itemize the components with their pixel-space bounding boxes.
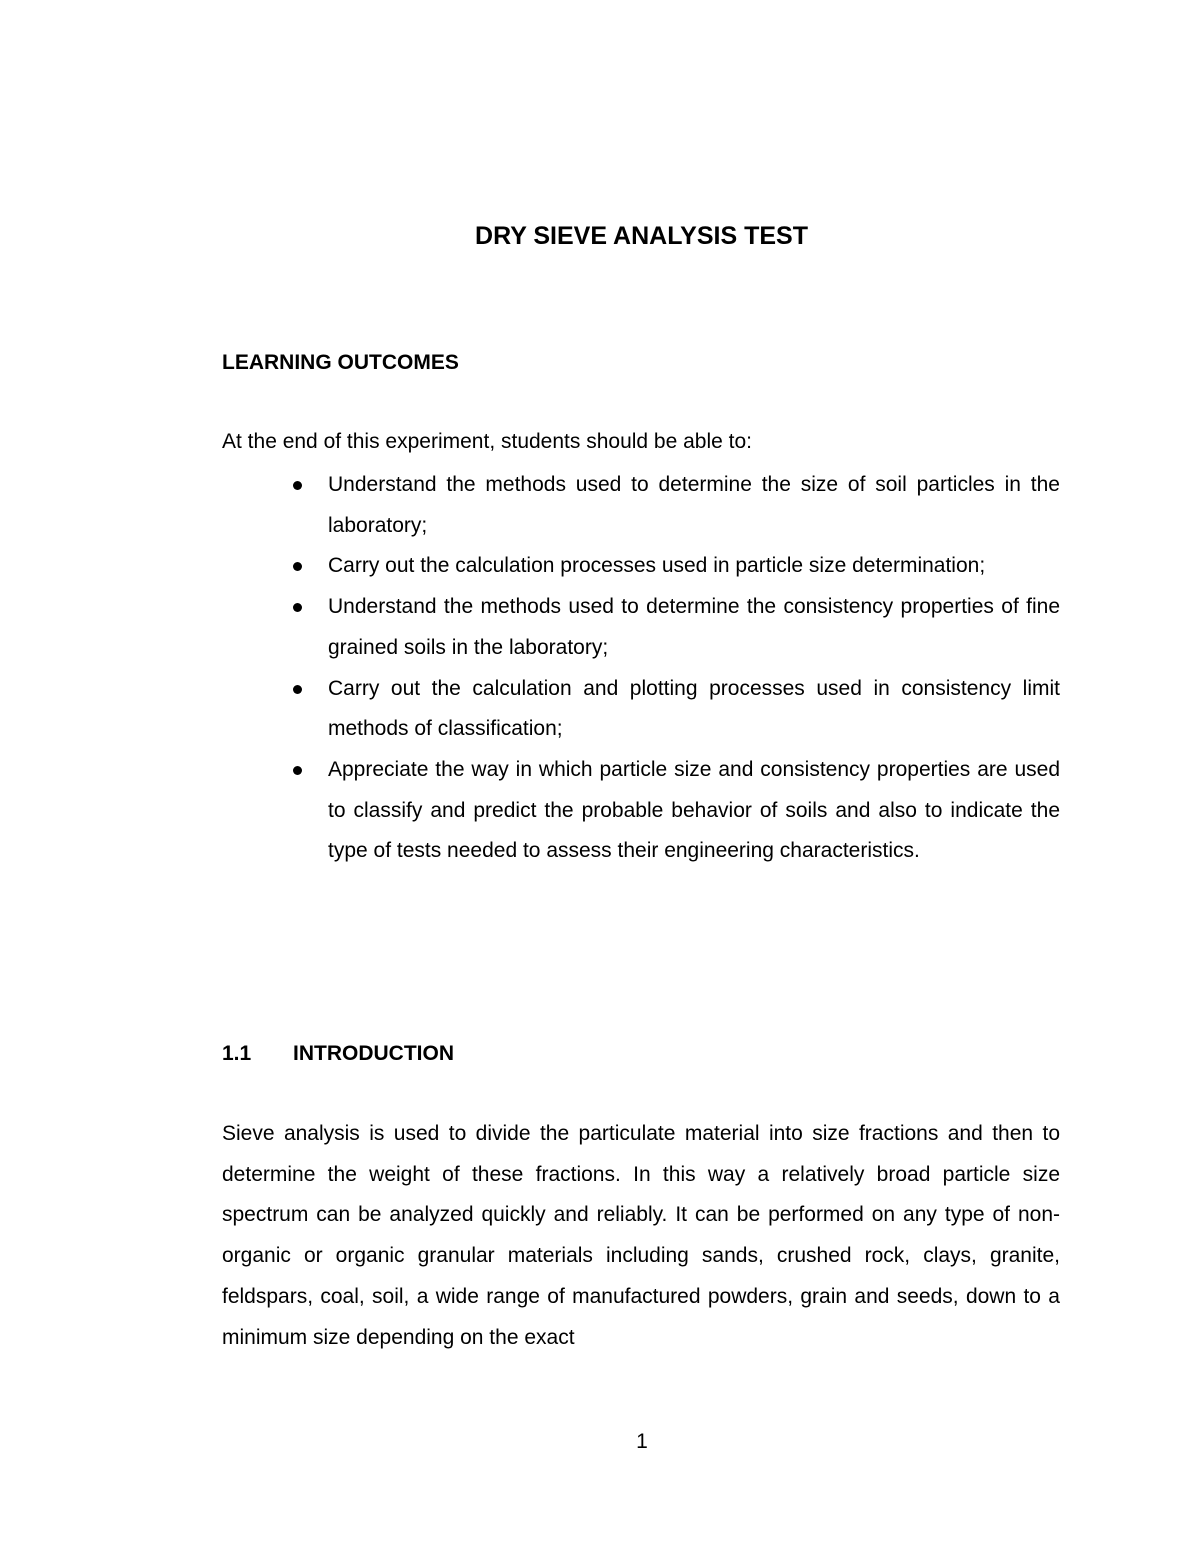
list-item bbox=[222, 465, 1060, 546]
section-title: INTRODUCTION bbox=[293, 1042, 454, 1065]
learning-outcomes-intro: At the end of this experiment, students should be able to: bbox=[222, 430, 753, 453]
list-item-text: Understand the methods used to determine the consistency properties of fine grained soils in the laboratory; bbox=[328, 595, 1060, 659]
list-item bbox=[222, 750, 1060, 872]
list-item bbox=[222, 587, 1060, 668]
bullet-icon bbox=[293, 685, 302, 694]
list-item bbox=[222, 669, 1060, 750]
document-title: DRY SIEVE ANALYSIS TEST bbox=[475, 222, 808, 250]
list-item-text: Carry out the calculation processes used in particle size determination; bbox=[328, 554, 986, 578]
list-item-text: Appreciate the way in which particle size and consistency properties are used to classify and predict the probable behavior of soils and also to indicate the type of tests needed to assess their engineering characteristics. bbox=[328, 757, 1060, 863]
bullet-icon bbox=[293, 603, 302, 612]
bullet-icon bbox=[293, 481, 302, 490]
list-item-text: Understand the methods used to determine the size of soil particles in the laboratory; bbox=[328, 473, 1060, 537]
page-number: 1 bbox=[636, 1430, 648, 1453]
section-number: 1.1 bbox=[222, 1042, 252, 1065]
bullet-icon bbox=[293, 766, 302, 775]
learning-outcomes-list bbox=[222, 465, 1060, 872]
list-item bbox=[222, 546, 1060, 587]
list-item-text: Carry out the calculation and plotting processes used in consistency limit methods of classification; bbox=[328, 676, 1060, 741]
bullet-icon bbox=[293, 562, 302, 571]
learning-outcomes-heading: LEARNING OUTCOMES bbox=[222, 351, 459, 374]
introduction-heading bbox=[222, 1040, 454, 1068]
introduction-paragraph: Sieve analysis is used to divide the particulate material into size fractions and then to determine the weight of these fractions. In this way a relatively broad particle size spectrum can be analyzed quickly and reliably. It can be performed on any type of non-organic or organic granular materials including sands, crushed rock, clays, granite, feldspars, coal, soil, a wide range of manufactured powders, grain and seeds, down to a minimum size depending on the exact bbox=[222, 1122, 1060, 1349]
